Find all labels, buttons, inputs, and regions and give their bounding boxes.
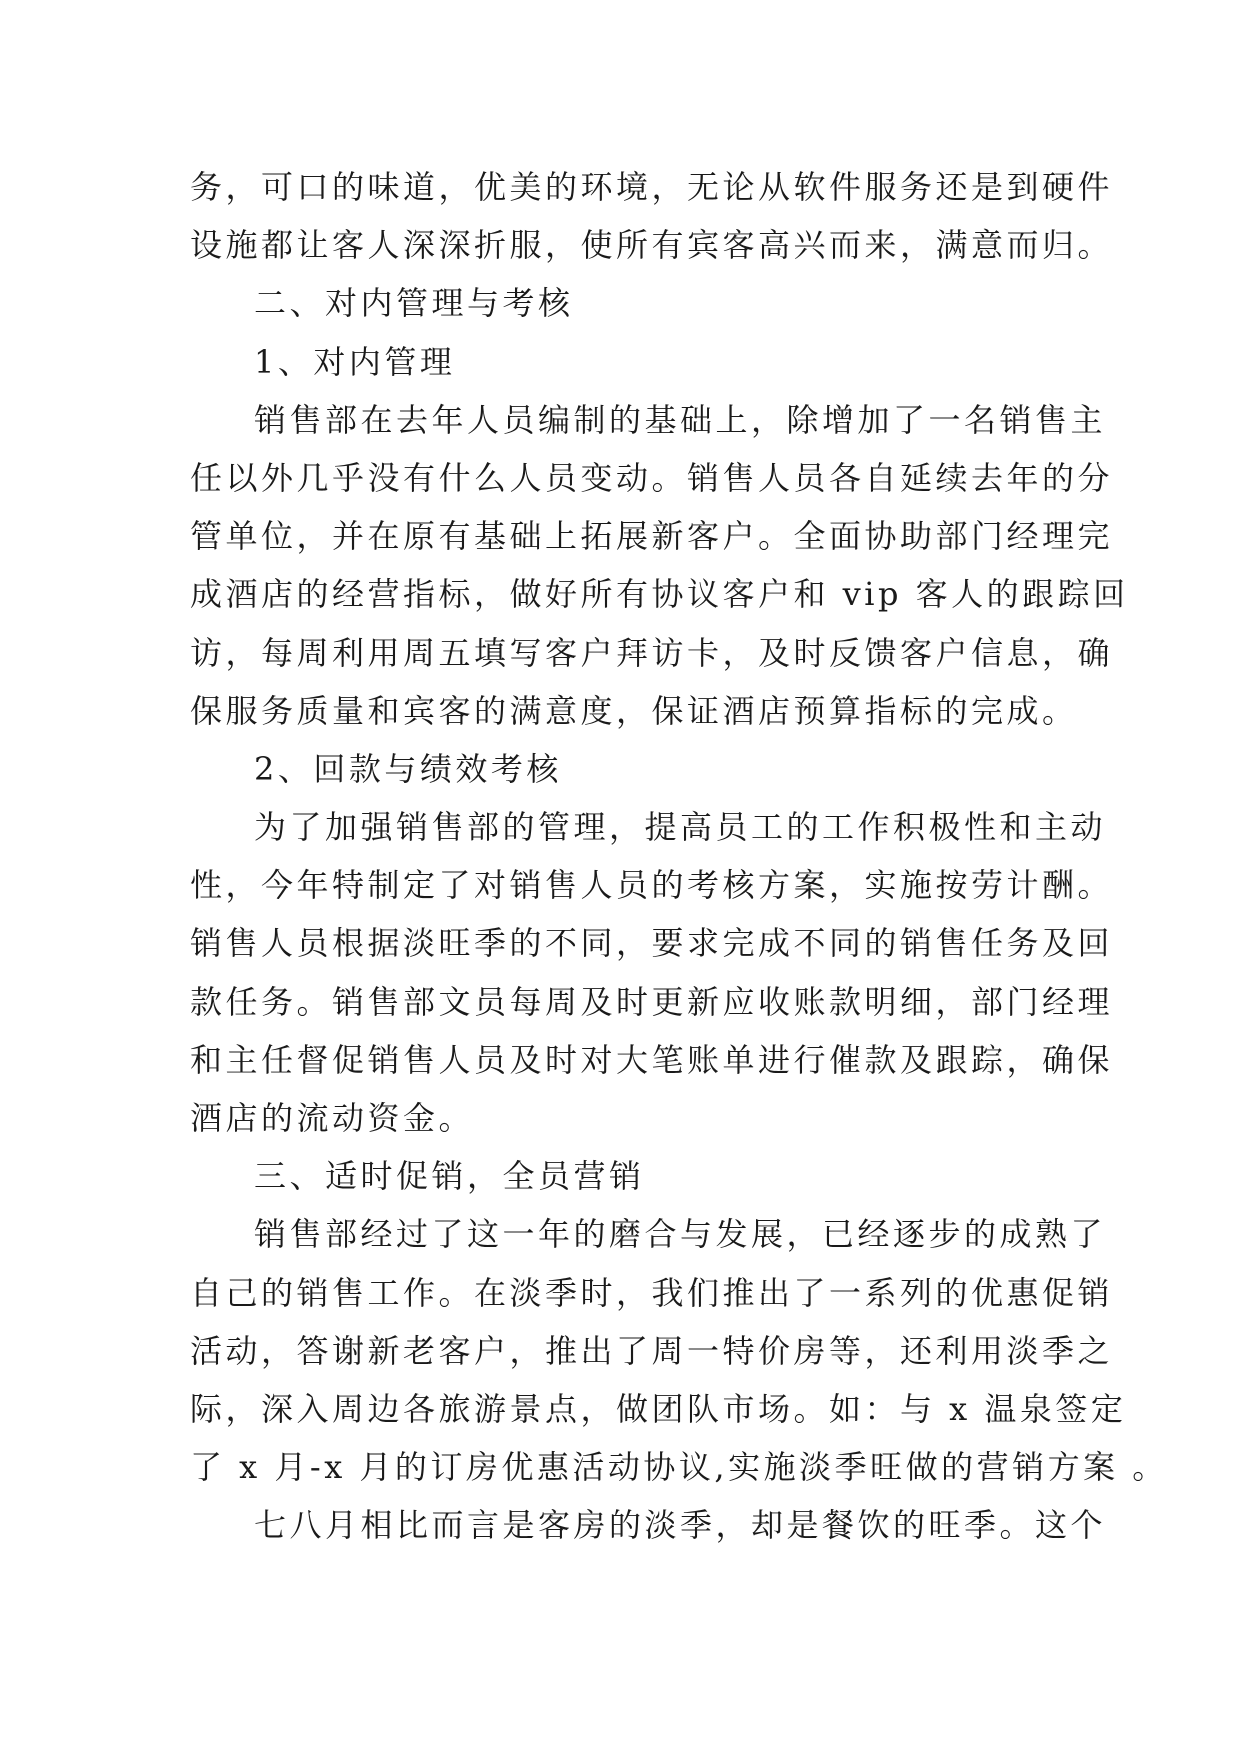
text-line: 设施都让客人深深折服，使所有宾客高兴而来，满意而归。 xyxy=(190,226,1114,265)
paragraph-start-line: 七八月相比而言是客房的淡季，却是餐饮的旺季。这个 xyxy=(254,1506,1107,1545)
paragraph-start-line: 为了加强销售部的管理，提高员工的工作积极性和主动 xyxy=(254,808,1107,847)
text-line: 款任务。销售部文员每周及时更新应收账款明细，部门经理 xyxy=(190,982,1114,1021)
text-line: 销售人员根据淡旺季的不同，要求完成不同的销售任务及回 xyxy=(190,924,1114,963)
text-line: 自己的销售工作。在淡季时，我们推出了一系列的优惠促销 xyxy=(190,1273,1114,1312)
paragraph-start-line: 二、对内管理与考核 xyxy=(254,284,574,323)
text-line: 成酒店的经营指标，做好所有协议客户和 vip 客人的跟踪回 xyxy=(190,575,1129,614)
paragraph-start-line: 1、对内管理 xyxy=(254,342,456,381)
text-line: 务，可口的味道，优美的环境，无论从软件服务还是到硬件 xyxy=(190,168,1114,206)
text-line: 任以外几乎没有什么人员变动。销售人员各自延续去年的分 xyxy=(190,458,1114,497)
text-line: 酒店的流动资金。 xyxy=(190,1099,475,1137)
text-line: 保服务质量和宾客的满意度，保证酒店预算指标的完成。 xyxy=(190,691,1078,730)
paragraph-start-line: 2、回款与绩效考核 xyxy=(254,749,562,788)
text-line: 访，每周利用周五填写客户拜访卡，及时反馈客户信息，确 xyxy=(190,633,1114,672)
text-line: 际，深入周边各旅游景点，做团队市场。如：与 x 温泉签定 xyxy=(190,1389,1127,1428)
text-line: 管单位，并在原有基础上拓展新客户。全面协助部门经理完 xyxy=(190,517,1114,556)
paragraph-start-line: 销售部经过了这一年的磨合与发展，已经逐步的成熟了 xyxy=(254,1215,1107,1254)
paragraph-start-line: 销售部在去年人员编制的基础上，除增加了一名销售主 xyxy=(254,400,1107,439)
text-line: 和主任督促销售人员及时对大笔账单进行催款及跟踪，确保 xyxy=(190,1040,1114,1079)
paragraph-start-line: 三、适时促销，全员营销 xyxy=(254,1157,645,1196)
text-line: 活动，答谢新老客户，推出了周一特价房等，还利用淡季之 xyxy=(190,1331,1114,1370)
text-line: 性，今年特制定了对销售人员的考核方案，实施按劳计酬。 xyxy=(190,866,1114,905)
text-line: 了 x 月-x 月的订房优惠活动协议,实施淡季旺做的营销方案 。 xyxy=(190,1448,1168,1487)
document-body xyxy=(190,158,1168,1555)
